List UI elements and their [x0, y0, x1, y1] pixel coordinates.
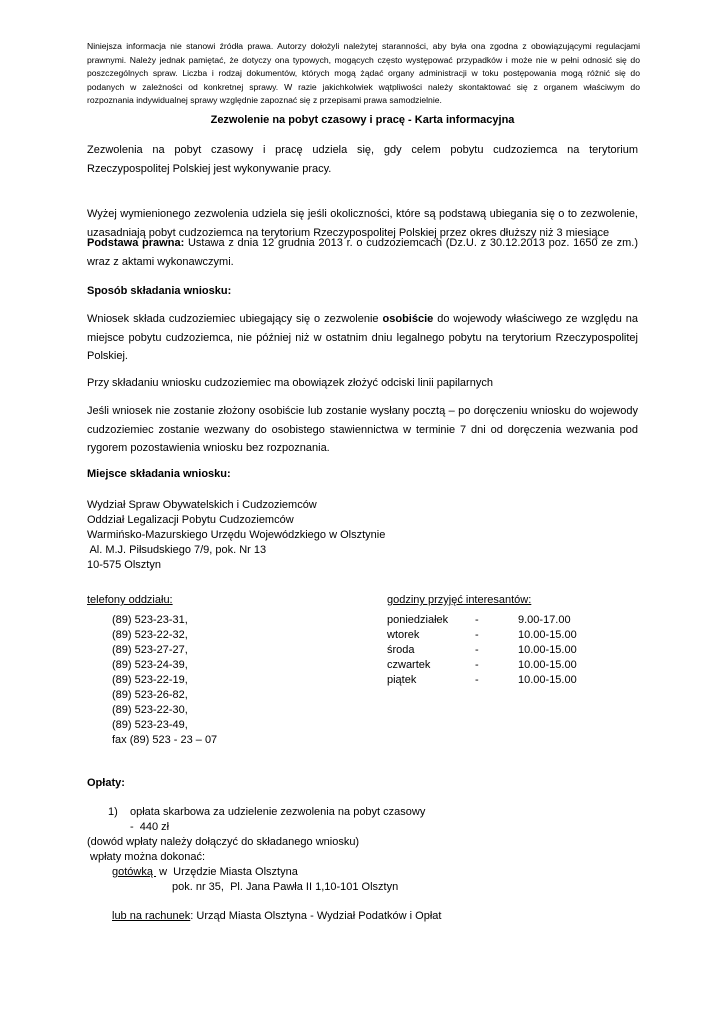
legal-basis-text-2: wraz z aktami wykonawczymi. — [87, 255, 234, 268]
phone-number: (89) 523-22-19, — [112, 674, 188, 686]
cash-label: gotówką — [112, 866, 157, 878]
hours-day: poniedziałek — [387, 614, 449, 626]
phone-number: (89) 523-22-30, — [112, 704, 188, 716]
account-text: : Urząd Miasta Olsztyna - Wydział Podatków i Opłat — [190, 910, 442, 922]
text-span: Wniosek składa cudzoziemiec ubiegający się o zezwolenie — [87, 313, 383, 325]
address-line: Al. M.J. Piłsudskiego 7/9, pok. Nr 13 — [87, 544, 267, 556]
text-line: rygorem pozostawienia wniosku bez rozpoznania. — [87, 442, 330, 454]
hours-dash: - — [475, 644, 479, 656]
hours-time: 10.00-15.00 — [518, 659, 577, 671]
phone-number: (89) 523-24-39, — [112, 659, 188, 671]
hours-dash: - — [475, 674, 479, 686]
text-line: miejsce pobytu cudzoziemca, nie później niż w ostatnim dniu legalnego pobytu na terytorium Rzeczypospolitej — [87, 331, 638, 344]
hours-day: piątek — [387, 674, 417, 686]
disclaimer-line: poszczególnych spraw. Liczba i rodzaj dokumentów, których mogą żądać organy administracji w toku postępowania mogą różnić się do — [87, 68, 640, 78]
disclaimer-line: rozpoznania indywidualnej sprawy względnie zapoznać się z przepisami prawa samodzielnie. — [87, 95, 442, 105]
legal-basis-text: Ustawa z dnia 12 grudnia 2013 r. o cudzoziemcach (Dz.U. z 30.12.2013 poz. 1650 ze zm.) — [184, 237, 638, 249]
address-line: Wydział Spraw Obywatelskich i Cudzoziemców — [87, 499, 317, 511]
hours-row — [387, 628, 647, 643]
fee-note: (dowód wpłaty należy dołączyć do składanego wniosku) — [87, 836, 360, 848]
hours-time: 10.00-15.00 — [518, 674, 577, 686]
text-line: Wyżej wymienionego zezwolenia udziela się jeśli okoliczności, które są podstawą ubiegania się o to zezwolenie, — [87, 208, 638, 220]
text-span: do wojewody właściwego ze względu na — [433, 313, 638, 325]
payment-intro: wpłaty można dokonać: — [87, 851, 206, 863]
text-line: Polskiej. — [87, 350, 128, 362]
hours-day: wtorek — [387, 629, 420, 641]
legal-basis — [87, 234, 638, 271]
hours-row — [387, 673, 647, 688]
hours-table — [387, 613, 647, 688]
disclaimer-line: Niniejsza informacja nie stanowi źródła prawa. Autorzy dołożyli należytej staranności, aby była ona zgodna z obowiązującymi regulacjami — [87, 41, 640, 51]
place-heading: Miejsce składania wniosku: — [87, 468, 231, 480]
phone-number: (89) 523-23-49, — [112, 719, 188, 731]
address-line: Oddział Legalizacji Pobytu Cudzoziemców — [87, 514, 294, 526]
hours-dash: - — [475, 614, 479, 626]
account-payment — [112, 909, 441, 924]
cash-address: pok. nr 35, Pl. Jana Pawła II 1,10-101 Olsztyn — [172, 881, 399, 893]
account-label: lub na rachunek — [112, 910, 191, 922]
address-line: 10-575 Olsztyn — [87, 559, 161, 571]
fee-amount: - 440 zł — [130, 821, 170, 833]
bold-text: osobiście — [382, 313, 434, 325]
hours-day: czwartek — [387, 659, 431, 671]
hours-time: 9.00-17.00 — [518, 614, 571, 626]
hours-row — [387, 643, 647, 658]
text-line: Rzeczypospolitej Polskiej jest wykonywanie pracy. — [87, 162, 332, 175]
hours-dash: - — [475, 659, 479, 671]
hours-dash: - — [475, 629, 479, 641]
phone-number: (89) 523-26-82, — [112, 689, 188, 701]
cash-payment — [112, 865, 298, 880]
intro-paragraph-1 — [87, 141, 638, 178]
address-line: Warmińsko-Mazurskiego Urzędu Wojewódzkiego w Olsztynie — [87, 529, 386, 541]
phone-list — [112, 613, 217, 748]
hours-row — [387, 613, 647, 628]
page-title: Zezwolenie na pobyt czasowy i pracę - Karta informacyjna — [210, 114, 515, 126]
office-address — [87, 498, 385, 573]
disclaimer — [87, 40, 640, 108]
fax-number: fax (89) 523 - 23 – 07 — [112, 734, 218, 746]
disclaimer-line: podanych w zależności od konkretnej sprawy. W razie jakichkolwiek wątpliwości należy skontaktować się z organem właściwym do — [87, 81, 640, 92]
hours-day: środa — [387, 644, 415, 656]
disclaimer-line: prawnymi. Należy jednak pamiętać, że dotyczy ona typowych, mogących często występować przypadków i może nie w pełni odnosić się do — [87, 54, 640, 65]
fees-heading: Opłaty: — [87, 777, 125, 789]
phone-number: (89) 523-23-31, — [112, 614, 188, 626]
submission-paragraph-3 — [87, 402, 638, 458]
submission-paragraph-1 — [87, 310, 638, 366]
phone-number: (89) 523-27-27, — [112, 644, 188, 656]
text-line: Jeśli wniosek nie zostanie złożony osobiście lub zostanie wysłany pocztą – po doręczeniu wniosku do wojewody — [87, 405, 638, 417]
fee-item-1: 1) opłata skarbowa za udzielenie zezwolenia na pobyt czasowy — [108, 806, 426, 818]
text-line: uzasadniają pobyt cudzoziemca na terytorium Rzeczypospolitej Polskiej przez okres dłuższy niż 3 miesiące — [87, 226, 610, 239]
hours-time: 10.00-15.00 — [518, 629, 577, 641]
hours-time: 10.00-15.00 — [518, 644, 577, 656]
cash-text: w Urzędzie Miasta Olsztyna — [156, 866, 298, 878]
hours-heading: godziny przyjęć interesantów: — [387, 594, 532, 606]
legal-basis-label: Podstawa prawna: — [87, 237, 185, 249]
text-line: Zezwolenia na pobyt czasowy i pracę udziela się, gdy celem pobytu cudzoziemca na terytorium — [87, 144, 638, 156]
hours-row — [387, 658, 647, 673]
phones-heading: telefony oddziału: — [87, 594, 173, 606]
phone-number: (89) 523-22-32, — [112, 629, 188, 641]
text-line: cudzoziemiec zostanie wezwany do osobistego stawiennictwa w terminie 7 dni od doręczenia wezwania pod — [87, 423, 638, 436]
fingerprints-note: Przy składaniu wniosku cudzoziemiec ma obowiązek złożyć odciski linii papilarnych — [87, 377, 493, 389]
submission-heading: Sposób składania wniosku: — [87, 285, 232, 297]
